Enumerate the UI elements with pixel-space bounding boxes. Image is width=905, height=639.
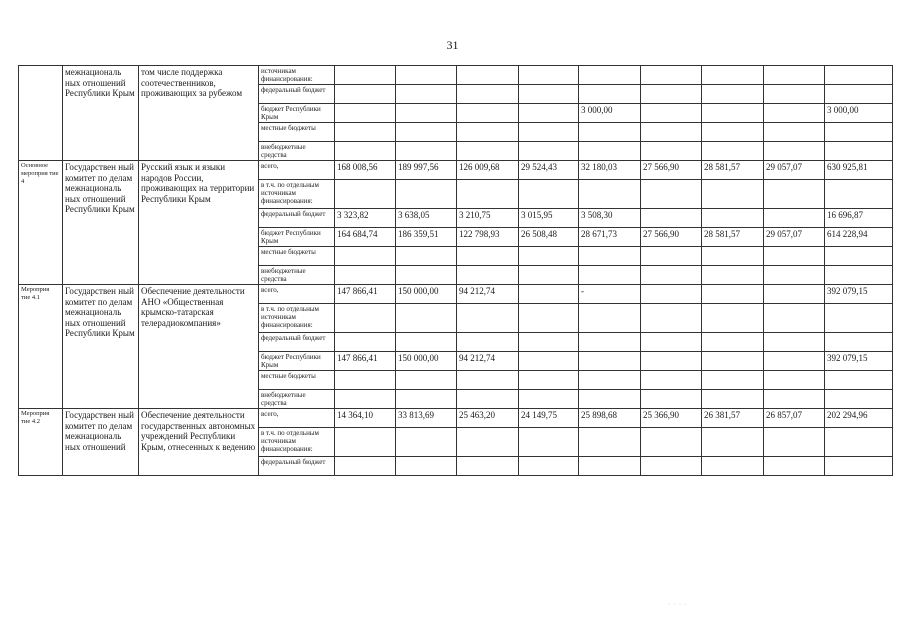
page-number: 31 — [446, 38, 459, 52]
value-cell: 25 463,20 — [457, 409, 519, 428]
row-executor: Государствен ный комитет по делам межнациональ ных отношений Республики Крым — [63, 161, 139, 285]
total-cell: 392 079,15 — [825, 352, 893, 371]
row-description: Русский язык и языки народов России, проживающих на территории Республики Крым — [139, 161, 259, 285]
value-cell — [457, 104, 519, 123]
value-cell — [641, 428, 702, 457]
funding-source-label: местные бюджеты — [259, 371, 335, 390]
funding-source-label: федеральный бюджет — [259, 85, 335, 104]
value-cell — [579, 371, 641, 390]
value-cell — [457, 390, 519, 409]
value-cell — [641, 333, 702, 352]
value-cell: 26 857,07 — [764, 409, 825, 428]
value-cell — [702, 66, 764, 85]
value-cell: 26 381,57 — [702, 409, 764, 428]
total-cell — [825, 66, 893, 85]
value-cell: 147 866,41 — [335, 285, 396, 304]
table-row — [19, 66, 893, 85]
value-cell — [335, 123, 396, 142]
value-cell: 26 508,48 — [519, 228, 579, 247]
row-code — [19, 66, 63, 161]
value-cell — [519, 66, 579, 85]
value-cell — [335, 390, 396, 409]
funding-source-label: федеральный бюджет — [259, 333, 335, 352]
budget-table — [18, 65, 893, 476]
value-cell — [764, 371, 825, 390]
value-cell — [457, 85, 519, 104]
value-cell: 147 866,41 — [335, 352, 396, 371]
value-cell: 150 000,00 — [396, 285, 457, 304]
value-cell — [579, 85, 641, 104]
total-cell — [825, 266, 893, 285]
funding-source-label: бюджет Республики Крым — [259, 228, 335, 247]
row-executor: Государствен ный комитет по делам межнациональ ных отношений — [63, 409, 139, 476]
value-cell: 94 212,74 — [457, 352, 519, 371]
value-cell — [396, 371, 457, 390]
value-cell — [457, 428, 519, 457]
value-cell — [519, 371, 579, 390]
value-cell — [764, 247, 825, 266]
value-cell — [457, 371, 519, 390]
value-cell — [641, 371, 702, 390]
total-cell — [825, 247, 893, 266]
value-cell: 189 997,56 — [396, 161, 457, 180]
value-cell — [641, 123, 702, 142]
value-cell: 24 149,75 — [519, 409, 579, 428]
funding-source-label: внебюджетные средства — [259, 142, 335, 161]
value-cell — [702, 371, 764, 390]
value-cell — [641, 85, 702, 104]
total-cell — [825, 457, 893, 476]
value-cell — [335, 266, 396, 285]
value-cell — [335, 142, 396, 161]
value-cell — [519, 304, 579, 333]
value-cell — [396, 104, 457, 123]
value-cell — [519, 352, 579, 371]
value-cell — [641, 66, 702, 85]
value-cell — [702, 209, 764, 228]
value-cell — [764, 333, 825, 352]
funding-source-label: бюджет Республики Крым — [259, 352, 335, 371]
value-cell — [579, 247, 641, 266]
value-cell — [702, 247, 764, 266]
value-cell: 168 008,56 — [335, 161, 396, 180]
value-cell — [519, 428, 579, 457]
row-description: Обеспечение деятельности государственных автономных учреждений Республики Крым, отнесенных к ведению — [139, 409, 259, 476]
value-cell — [641, 142, 702, 161]
value-cell: 3 323,82 — [335, 209, 396, 228]
value-cell — [764, 85, 825, 104]
total-cell: 630 925,81 — [825, 161, 893, 180]
value-cell — [457, 142, 519, 161]
row-description: Обеспечение деятельности АНО «Общественная крымско-татарская телерадиокомпания» — [139, 285, 259, 409]
funding-source-label: федеральный бюджет — [259, 209, 335, 228]
value-cell — [764, 180, 825, 209]
value-cell: 29 057,07 — [764, 228, 825, 247]
funding-source-label: местные бюджеты — [259, 123, 335, 142]
value-cell — [641, 266, 702, 285]
value-cell — [764, 457, 825, 476]
row-executor: межнациональ ных отношений Республики Крым — [63, 66, 139, 161]
funding-source-label: всего, — [259, 161, 335, 180]
total-cell — [825, 371, 893, 390]
value-cell — [641, 209, 702, 228]
table-row — [19, 161, 893, 180]
value-cell — [519, 285, 579, 304]
value-cell — [396, 428, 457, 457]
value-cell — [396, 304, 457, 333]
funding-source-label: внебюджетные средства — [259, 390, 335, 409]
value-cell — [519, 142, 579, 161]
value-cell: 33 813,69 — [396, 409, 457, 428]
value-cell — [579, 352, 641, 371]
value-cell — [396, 142, 457, 161]
value-cell — [335, 85, 396, 104]
total-cell — [825, 304, 893, 333]
value-cell — [396, 333, 457, 352]
value-cell — [702, 142, 764, 161]
value-cell — [579, 66, 641, 85]
value-cell: 25 898,68 — [579, 409, 641, 428]
value-cell — [702, 304, 764, 333]
table-row — [19, 285, 893, 304]
funding-source-label: источникам финансирования: — [259, 66, 335, 85]
value-cell — [457, 247, 519, 266]
value-cell — [335, 371, 396, 390]
row-code: Мероприя тие 4.1 — [19, 285, 63, 409]
value-cell — [579, 333, 641, 352]
value-cell: 27 566,90 — [641, 228, 702, 247]
value-cell — [702, 123, 764, 142]
value-cell — [335, 66, 396, 85]
total-cell — [825, 428, 893, 457]
value-cell — [519, 266, 579, 285]
total-cell — [825, 333, 893, 352]
value-cell — [764, 352, 825, 371]
total-cell — [825, 85, 893, 104]
value-cell: 3 015,95 — [519, 209, 579, 228]
value-cell — [764, 66, 825, 85]
total-cell: 16 696,87 — [825, 209, 893, 228]
value-cell — [396, 123, 457, 142]
value-cell — [335, 180, 396, 209]
value-cell — [519, 390, 579, 409]
value-cell — [764, 304, 825, 333]
value-cell — [457, 180, 519, 209]
funding-source-label: в т.ч. по отдельным источникам финансирования: — [259, 428, 335, 457]
value-cell — [764, 123, 825, 142]
value-cell — [702, 266, 764, 285]
total-cell: 202 294,96 — [825, 409, 893, 428]
value-cell: 186 359,51 — [396, 228, 457, 247]
value-cell — [396, 266, 457, 285]
value-cell — [702, 85, 764, 104]
value-cell — [702, 457, 764, 476]
value-cell — [764, 142, 825, 161]
value-cell: 3 638,05 — [396, 209, 457, 228]
value-cell — [457, 457, 519, 476]
value-cell — [396, 390, 457, 409]
value-cell: 164 684,74 — [335, 228, 396, 247]
scan-artifact: · · · · — [668, 602, 688, 608]
value-cell — [335, 247, 396, 266]
value-cell: 28 671,73 — [579, 228, 641, 247]
value-cell — [641, 104, 702, 123]
value-cell — [457, 304, 519, 333]
total-cell — [825, 142, 893, 161]
value-cell — [702, 104, 764, 123]
funding-source-label: федеральный бюджет — [259, 457, 335, 476]
value-cell: 94 212,74 — [457, 285, 519, 304]
row-code: Основное мероприя тие 4 — [19, 161, 63, 285]
value-cell — [396, 85, 457, 104]
value-cell — [579, 304, 641, 333]
value-cell — [641, 247, 702, 266]
value-cell — [335, 304, 396, 333]
total-cell — [825, 180, 893, 209]
value-cell — [641, 180, 702, 209]
value-cell: 3 210,75 — [457, 209, 519, 228]
value-cell: - — [579, 285, 641, 304]
value-cell: 122 798,93 — [457, 228, 519, 247]
value-cell — [702, 180, 764, 209]
value-cell: 3 508,30 — [579, 209, 641, 228]
value-cell: 29 524,43 — [519, 161, 579, 180]
value-cell: 3 000,00 — [579, 104, 641, 123]
value-cell — [579, 180, 641, 209]
value-cell — [702, 285, 764, 304]
value-cell — [641, 352, 702, 371]
value-cell: 28 581,57 — [702, 161, 764, 180]
total-cell: 392 079,15 — [825, 285, 893, 304]
value-cell — [396, 247, 457, 266]
value-cell — [579, 428, 641, 457]
total-cell — [825, 123, 893, 142]
value-cell — [519, 180, 579, 209]
value-cell — [579, 390, 641, 409]
funding-source-label: всего, — [259, 409, 335, 428]
value-cell — [335, 428, 396, 457]
funding-source-label: всего, — [259, 285, 335, 304]
table-body — [19, 66, 893, 476]
value-cell — [702, 428, 764, 457]
value-cell — [519, 333, 579, 352]
value-cell — [764, 104, 825, 123]
value-cell: 28 581,57 — [702, 228, 764, 247]
value-cell: 150 000,00 — [396, 352, 457, 371]
total-cell: 614 228,94 — [825, 228, 893, 247]
value-cell — [457, 333, 519, 352]
value-cell — [519, 123, 579, 142]
value-cell — [641, 390, 702, 409]
funding-source-label: в т.ч. по отдельным источникам финансирования: — [259, 180, 335, 209]
value-cell — [641, 304, 702, 333]
value-cell — [457, 123, 519, 142]
value-cell — [764, 209, 825, 228]
row-executor: Государствен ный комитет по делам межнациональ ных отношений Республики Крым — [63, 285, 139, 409]
value-cell — [519, 85, 579, 104]
funding-source-label: бюджет Республики Крым — [259, 104, 335, 123]
value-cell: 126 009,68 — [457, 161, 519, 180]
value-cell — [335, 104, 396, 123]
value-cell — [519, 457, 579, 476]
table-row — [19, 409, 893, 428]
value-cell — [335, 333, 396, 352]
value-cell: 29 057,07 — [764, 161, 825, 180]
value-cell — [579, 142, 641, 161]
value-cell — [641, 285, 702, 304]
value-cell — [396, 66, 457, 85]
funding-source-label: местные бюджеты — [259, 247, 335, 266]
value-cell — [457, 266, 519, 285]
total-cell: 3 000,00 — [825, 104, 893, 123]
value-cell — [396, 457, 457, 476]
value-cell — [702, 333, 764, 352]
value-cell: 32 180,03 — [579, 161, 641, 180]
funding-source-label: внебюджетные средства — [259, 266, 335, 285]
value-cell: 25 366,90 — [641, 409, 702, 428]
value-cell — [702, 390, 764, 409]
value-cell — [519, 247, 579, 266]
value-cell — [579, 123, 641, 142]
value-cell — [702, 352, 764, 371]
funding-source-label: в т.ч. по отдельным источникам финансирования: — [259, 304, 335, 333]
value-cell: 27 566,90 — [641, 161, 702, 180]
value-cell: 14 364,10 — [335, 409, 396, 428]
value-cell — [579, 266, 641, 285]
value-cell — [519, 104, 579, 123]
value-cell — [579, 457, 641, 476]
value-cell — [764, 285, 825, 304]
value-cell — [764, 390, 825, 409]
value-cell — [335, 457, 396, 476]
value-cell — [641, 457, 702, 476]
value-cell — [396, 180, 457, 209]
total-cell — [825, 390, 893, 409]
value-cell — [457, 66, 519, 85]
value-cell — [764, 266, 825, 285]
row-description: том числе поддержка соотечественников, проживающих за рубежом — [139, 66, 259, 161]
row-code: Мероприя тие 4.2 — [19, 409, 63, 476]
value-cell — [764, 428, 825, 457]
